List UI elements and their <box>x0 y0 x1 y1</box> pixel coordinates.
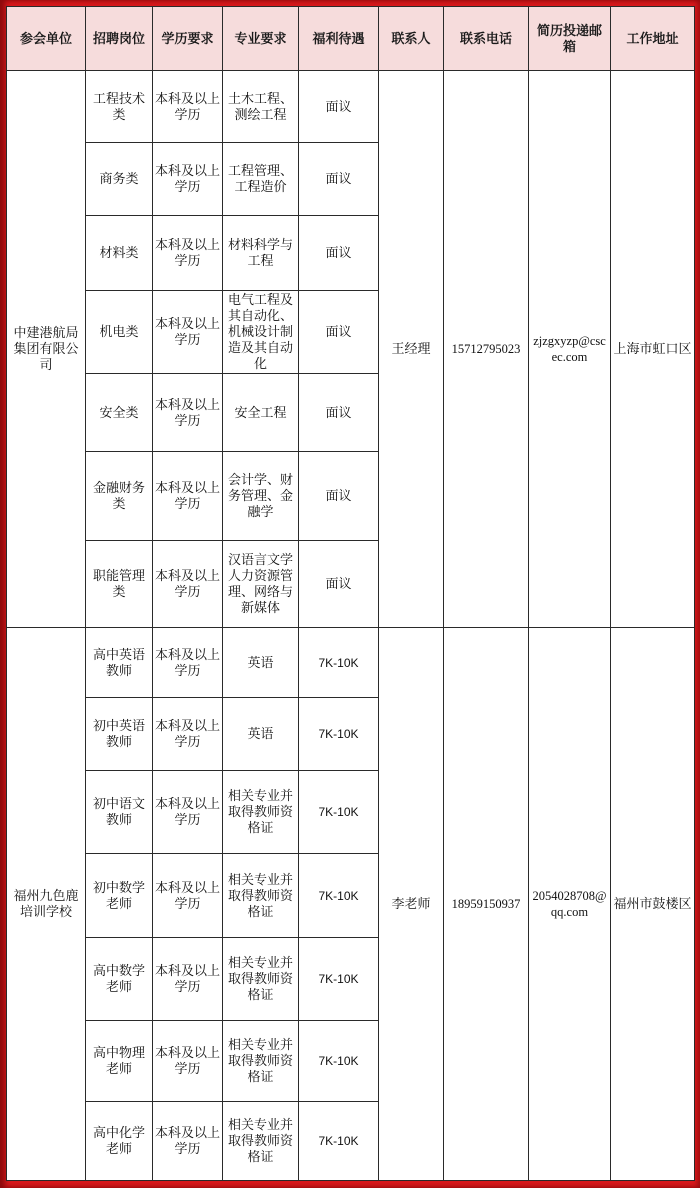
education-requirement: 本科及以上学历 <box>153 541 223 628</box>
header-benefits: 福利待遇 <box>299 7 379 71</box>
education-requirement: 本科及以上学历 <box>153 854 223 938</box>
header-email: 简历投递邮箱 <box>529 7 611 71</box>
header-row <box>7 7 695 71</box>
education-requirement: 本科及以上学历 <box>153 698 223 771</box>
position-title: 高中化学老师 <box>86 1102 153 1181</box>
major-requirement: 英语 <box>223 698 299 771</box>
education-requirement: 本科及以上学历 <box>153 71 223 143</box>
recruitment-table <box>6 6 695 1181</box>
header-phone: 联系电话 <box>444 7 529 71</box>
education-requirement: 本科及以上学历 <box>153 1102 223 1181</box>
header-position: 招聘岗位 <box>86 7 153 71</box>
education-requirement: 本科及以上学历 <box>153 291 223 374</box>
major-requirement: 汉语言文学人力资源管理、网络与新媒体 <box>223 541 299 628</box>
benefits: 面议 <box>299 374 379 452</box>
education-requirement: 本科及以上学历 <box>153 771 223 854</box>
table-row <box>7 628 695 698</box>
position-title: 高中英语教师 <box>86 628 153 698</box>
header-company: 参会单位 <box>7 7 86 71</box>
benefits: 7K-10K <box>299 771 379 854</box>
position-title: 安全类 <box>86 374 153 452</box>
work-address: 福州市鼓楼区 <box>611 628 695 1181</box>
position-title: 机电类 <box>86 291 153 374</box>
major-requirement: 相关专业并取得教师资格证 <box>223 771 299 854</box>
major-requirement: 相关专业并取得教师资格证 <box>223 1021 299 1102</box>
benefits: 面议 <box>299 71 379 143</box>
company-name: 福州九色鹿培训学校 <box>7 628 86 1181</box>
major-requirement: 相关专业并取得教师资格证 <box>223 854 299 938</box>
position-title: 高中物理老师 <box>86 1021 153 1102</box>
major-requirement: 土木工程、测绘工程 <box>223 71 299 143</box>
resume-email: 2054028708@qq.com <box>529 628 611 1181</box>
contact-person: 李老师 <box>379 628 444 1181</box>
major-requirement: 相关专业并取得教师资格证 <box>223 938 299 1021</box>
benefits: 面议 <box>299 291 379 374</box>
benefits: 面议 <box>299 541 379 628</box>
major-requirement: 英语 <box>223 628 299 698</box>
major-requirement: 会计学、财务管理、金融学 <box>223 452 299 541</box>
header-address: 工作地址 <box>611 7 695 71</box>
education-requirement: 本科及以上学历 <box>153 1021 223 1102</box>
benefits: 7K-10K <box>299 1102 379 1181</box>
benefits: 7K-10K <box>299 938 379 1021</box>
education-requirement: 本科及以上学历 <box>153 143 223 216</box>
position-title: 高中数学老师 <box>86 938 153 1021</box>
benefits: 7K-10K <box>299 854 379 938</box>
major-requirement: 相关专业并取得教师资格证 <box>223 1102 299 1181</box>
education-requirement: 本科及以上学历 <box>153 374 223 452</box>
education-requirement: 本科及以上学历 <box>153 452 223 541</box>
company-name: 中建港航局集团有限公司 <box>7 71 86 628</box>
position-title: 工程技术类 <box>86 71 153 143</box>
table-row <box>7 71 695 143</box>
education-requirement: 本科及以上学历 <box>153 938 223 1021</box>
header-education: 学历要求 <box>153 7 223 71</box>
major-requirement: 电气工程及其自动化、机械设计制造及其自动化 <box>223 291 299 374</box>
benefits: 7K-10K <box>299 628 379 698</box>
major-requirement: 材料科学与工程 <box>223 216 299 291</box>
education-requirement: 本科及以上学历 <box>153 628 223 698</box>
position-title: 初中英语教师 <box>86 698 153 771</box>
major-requirement: 安全工程 <box>223 374 299 452</box>
benefits: 面议 <box>299 216 379 291</box>
header-major: 专业要求 <box>223 7 299 71</box>
contact-phone: 18959150937 <box>444 628 529 1181</box>
header-contact: 联系人 <box>379 7 444 71</box>
contact-person: 王经理 <box>379 71 444 628</box>
position-title: 材料类 <box>86 216 153 291</box>
benefits: 7K-10K <box>299 698 379 771</box>
work-address: 上海市虹口区 <box>611 71 695 628</box>
position-title: 职能管理类 <box>86 541 153 628</box>
education-requirement: 本科及以上学历 <box>153 216 223 291</box>
position-title: 初中数学老师 <box>86 854 153 938</box>
contact-phone: 15712795023 <box>444 71 529 628</box>
position-title: 商务类 <box>86 143 153 216</box>
resume-email: zjzgxyzp@cscec.com <box>529 71 611 628</box>
benefits: 7K-10K <box>299 1021 379 1102</box>
position-title: 初中语文教师 <box>86 771 153 854</box>
position-title: 金融财务类 <box>86 452 153 541</box>
major-requirement: 工程管理、工程造价 <box>223 143 299 216</box>
benefits: 面议 <box>299 143 379 216</box>
benefits: 面议 <box>299 452 379 541</box>
